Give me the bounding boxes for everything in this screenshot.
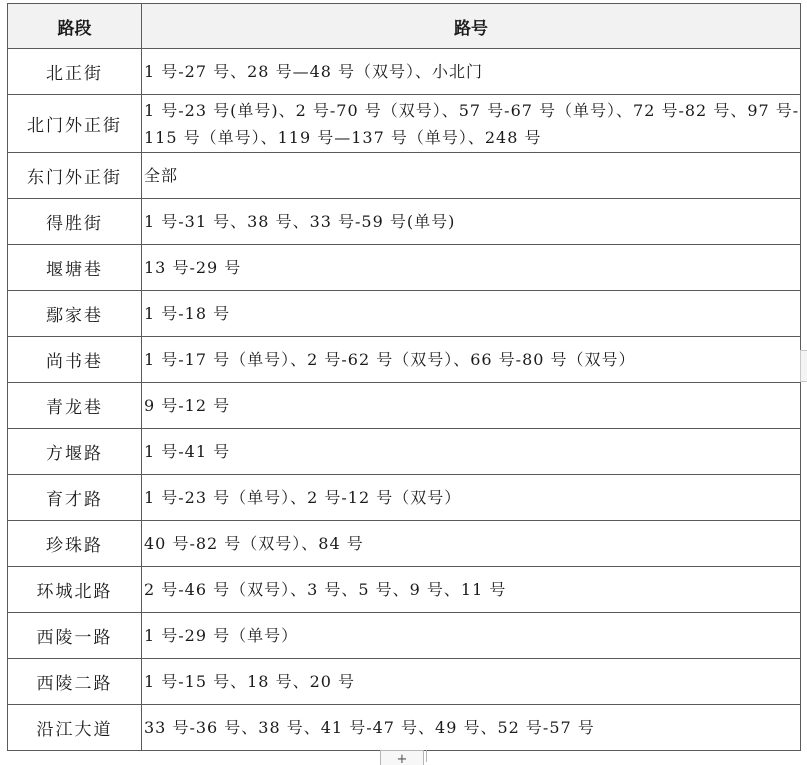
segment-cell[interactable]: 堰塘巷 bbox=[8, 245, 142, 291]
segment-cell[interactable]: 西陵二路 bbox=[8, 659, 142, 705]
numbers-cell[interactable]: 1 号-41 号 bbox=[142, 429, 801, 475]
table-row bbox=[8, 199, 801, 245]
add-sheet-button[interactable]: + bbox=[380, 750, 424, 765]
numbers-cell[interactable]: 全部 bbox=[142, 153, 801, 199]
numbers-cell[interactable]: 2 号-46 号（双号）、3 号、5 号、9 号、11 号 bbox=[142, 567, 801, 613]
table-row bbox=[8, 613, 801, 659]
table-row bbox=[8, 659, 801, 705]
column-header-numbers[interactable]: 路号 bbox=[142, 4, 801, 49]
table-row bbox=[8, 291, 801, 337]
numbers-cell[interactable]: 1 号-15 号、18 号、20 号 bbox=[142, 659, 801, 705]
numbers-cell[interactable]: 1 号-18 号 bbox=[142, 291, 801, 337]
table-row bbox=[8, 49, 801, 95]
segment-cell[interactable]: 珍珠路 bbox=[8, 521, 142, 567]
table-row bbox=[8, 475, 801, 521]
numbers-cell[interactable]: 1 号-27 号、28 号—48 号（双号）、小北门 bbox=[142, 49, 801, 95]
segment-cell[interactable]: 西陵一路 bbox=[8, 613, 142, 659]
segment-cell[interactable]: 青龙巷 bbox=[8, 383, 142, 429]
numbers-cell[interactable]: 1 号-29 号（单号） bbox=[142, 613, 801, 659]
tab-divider bbox=[426, 750, 427, 762]
segment-cell[interactable]: 方堰路 bbox=[8, 429, 142, 475]
numbers-cell[interactable]: 9 号-12 号 bbox=[142, 383, 801, 429]
segment-cell[interactable]: 东门外正街 bbox=[8, 153, 142, 199]
numbers-cell[interactable]: 1 号-31 号、38 号、33 号-59 号(单号) bbox=[142, 199, 801, 245]
numbers-cell[interactable]: 13 号-29 号 bbox=[142, 245, 801, 291]
table-row bbox=[8, 245, 801, 291]
table-row bbox=[8, 383, 801, 429]
numbers-cell[interactable]: 1 号-23 号（单号）、2 号-12 号（双号） bbox=[142, 475, 801, 521]
segment-cell[interactable]: 环城北路 bbox=[8, 567, 142, 613]
road-number-table bbox=[7, 3, 801, 751]
numbers-cell[interactable]: 1 号-23 号(单号)、2 号-70 号（双号）、57 号-67 号（单号）、72 号-82 号、97 号-115 号（单号）、119 号—137 号（单号）、248 号 bbox=[142, 95, 801, 153]
table-row bbox=[8, 705, 801, 751]
table-row bbox=[8, 567, 801, 613]
segment-cell[interactable]: 沿江大道 bbox=[8, 705, 142, 751]
numbers-cell[interactable]: 33 号-36 号、38 号、41 号-47 号、49 号、52 号-57 号 bbox=[142, 705, 801, 751]
segment-cell[interactable]: 育才路 bbox=[8, 475, 142, 521]
table-row bbox=[8, 95, 801, 153]
table-row bbox=[8, 521, 801, 567]
numbers-cell[interactable]: 40 号-82 号（双号）、84 号 bbox=[142, 521, 801, 567]
table-row bbox=[8, 153, 801, 199]
segment-cell[interactable]: 尚书巷 bbox=[8, 337, 142, 383]
table-header-row bbox=[8, 4, 801, 49]
segment-cell[interactable]: 得胜街 bbox=[8, 199, 142, 245]
segment-cell[interactable]: 鄢家巷 bbox=[8, 291, 142, 337]
segment-cell[interactable]: 北正街 bbox=[8, 49, 142, 95]
table-row bbox=[8, 337, 801, 383]
table-row bbox=[8, 429, 801, 475]
scrollbar-stub[interactable] bbox=[800, 350, 807, 382]
column-header-segment[interactable]: 路段 bbox=[8, 4, 142, 49]
segment-cell[interactable]: 北门外正街 bbox=[8, 95, 142, 153]
numbers-cell[interactable]: 1 号-17 号（单号）、2 号-62 号（双号）、66 号-80 号（双号） bbox=[142, 337, 801, 383]
